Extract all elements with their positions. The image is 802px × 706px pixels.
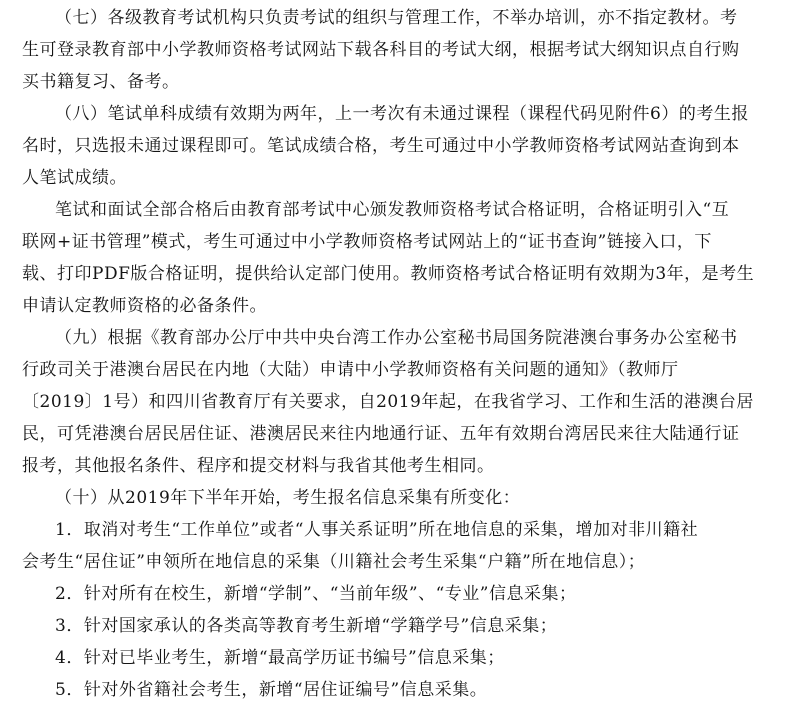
- text-line: 〔2019〕1号）和四川省教育厅有关要求，自2019年起，在我省学习、工作和生活的港澳台居: [22, 392, 754, 412]
- text-line: 名时，只选报未通过课程即可。笔试成绩合格，考生可通过中小学教师资格考试网站查询到本: [22, 136, 740, 156]
- text-line: 行政司关于港澳台居民在内地（大陆）申请中小学教师资格有关问题的通知》（教师厅: [22, 360, 679, 380]
- text-line: 4．针对已毕业考生，新增“最高学历证书编号”信息采集；: [55, 648, 505, 668]
- text-line: 报考，其他报名条件、程序和提交材料与我省其他考生相同。: [22, 456, 495, 476]
- text-line: 1．取消对考生“工作单位”或者“人事关系证明”所在地信息的采集，增加对非川籍社: [55, 520, 699, 540]
- text-line: 生可登录教育部中小学教师资格考试网站下载各科目的考试大纲，根据考试大纲知识点自行购: [22, 40, 740, 60]
- text-line: 会考生“居住证”申领所在地信息的采集（川籍社会考生采集“户籍”所在地信息）；: [22, 552, 646, 572]
- text-line: 人笔试成绩。: [22, 168, 127, 188]
- text-line: 联网+证书管理”模式，考生可通过中小学教师资格考试网站上的“证书查询”链接入口，下: [22, 232, 712, 252]
- text-line: 5．针对外省籍社会考生，新增“居住证编号”信息采集。: [55, 680, 488, 700]
- text-line: （十）从2019年下半年开始，考生报名信息采集有所变化：: [55, 488, 521, 508]
- text-line: （九）根据《教育部办公厅中共中央台湾工作办公室秘书局国务院港澳台事务办公室秘书: [55, 328, 738, 348]
- text-line: 2．针对所有在校生，新增“学制”、“当前年级”、“专业”信息采集；: [55, 584, 577, 604]
- text-line: 买书籍复习、备考。: [22, 72, 180, 92]
- text-line: （七）各级教育考试机构只负责考试的组织与管理工作，不举办培训，亦不指定教材。考: [55, 8, 738, 28]
- text-line: 民，可凭港澳台居民居住证、港澳居民来往内地通行证、五年有效期台湾居民来往大陆通行证: [22, 424, 740, 444]
- text-line: 载、打印PDF版合格证明，提供给认定部门使用。教师资格考试合格证明有效期为3年，是考生: [22, 264, 755, 284]
- text-line: 3．针对国家承认的各类高等教育考生新增“学籍学号”信息采集；: [55, 616, 558, 636]
- text-line: 笔试和面试全部合格后由教育部考试中心颁发教师资格考试合格证明，合格证明引入“互: [55, 200, 730, 220]
- text-line: （八）笔试单科成绩有效期为两年，上一考次有未通过课程（课程代码见附件6）的考生报: [55, 104, 749, 124]
- text-line: 申请认定教师资格的必备条件。: [22, 296, 267, 316]
